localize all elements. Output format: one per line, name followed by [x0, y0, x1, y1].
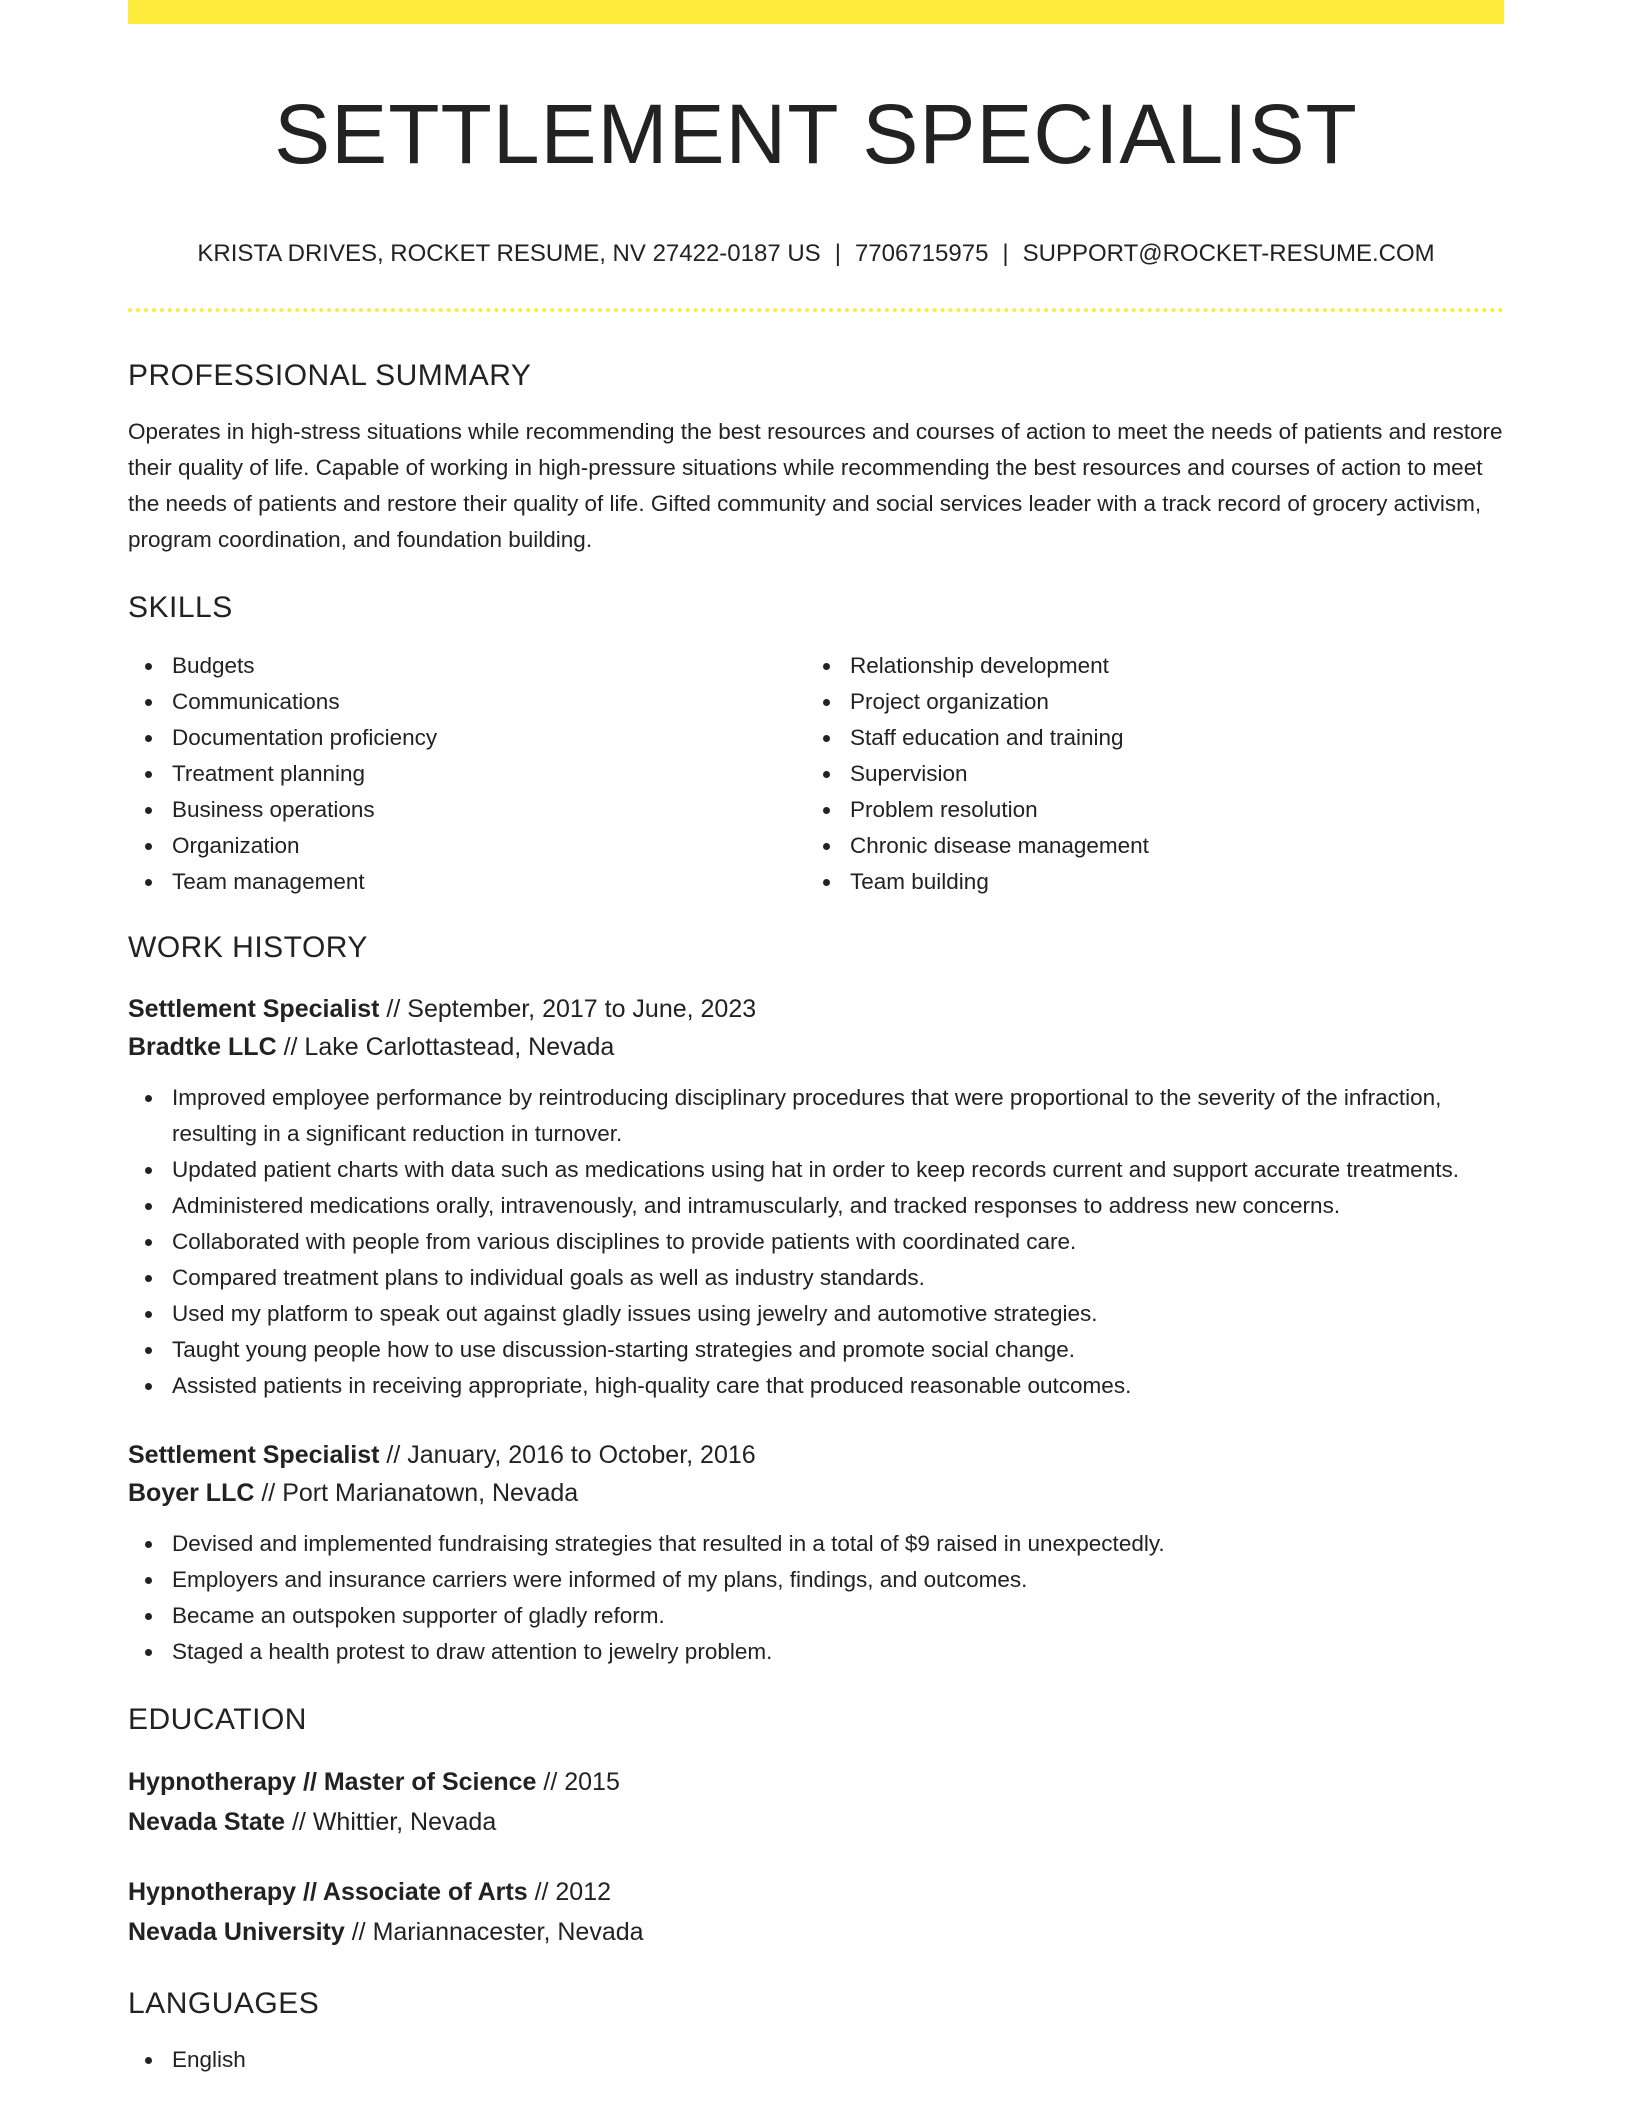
job-bullets	[128, 1526, 1504, 1670]
job-bullet: Used my platform to speak out against gladly issues using jewelry and automotive strategies.	[128, 1296, 1504, 1332]
job-dates: // January, 2016 to October, 2016	[379, 1441, 756, 1469]
skill-item: Organization	[128, 828, 806, 864]
resume-page	[128, 0, 1504, 2078]
education-school: Nevada State	[128, 1808, 286, 1836]
skills-heading: SKILLS	[128, 591, 233, 624]
education-location: // Whittier, Nevada	[285, 1808, 497, 1836]
job-role: Settlement Specialist	[128, 1441, 380, 1469]
skill-item: Relationship development	[806, 648, 1484, 684]
job-company-line	[128, 1028, 1504, 1066]
job-bullets	[128, 1080, 1504, 1404]
job-company-line	[128, 1474, 1504, 1512]
job-bullet: Assisted patients in receiving appropriate, high-quality care that produced reasonable outcomes.	[128, 1368, 1504, 1404]
summary-heading: PROFESSIONAL SUMMARY	[128, 359, 532, 392]
education-location: // Mariannacester, Nevada	[344, 1918, 644, 1946]
education-school-line	[128, 1912, 1504, 1952]
skill-item: Supervision	[806, 756, 1484, 792]
skill-item: Budgets	[128, 648, 806, 684]
skill-item: Team management	[128, 864, 806, 900]
contact-separator: |	[834, 240, 841, 267]
skills-column-right	[806, 648, 1484, 900]
header-divider	[128, 308, 1504, 312]
education-degree: Hypnotherapy // Associate of Arts	[128, 1878, 528, 1906]
job-role: Settlement Specialist	[128, 995, 380, 1023]
job-dates: // September, 2017 to June, 2023	[379, 995, 757, 1023]
contact-address: KRISTA DRIVES, ROCKET RESUME, NV 27422-0187 US	[197, 240, 821, 267]
work-history-heading: WORK HISTORY	[128, 931, 368, 964]
skill-item: Treatment planning	[128, 756, 806, 792]
language-item: English	[128, 2042, 1504, 2078]
job-bullet: Updated patient charts with data such as medications using hat in order to keep records current and support accurate treatments.	[128, 1152, 1504, 1188]
resume-name: SETTLEMENT SPECIALIST	[274, 87, 1358, 181]
education-entry	[128, 1762, 1504, 1842]
skill-item: Problem resolution	[806, 792, 1484, 828]
skills-list	[128, 648, 1504, 900]
skill-item: Team building	[806, 864, 1484, 900]
languages-heading: LANGUAGES	[128, 1987, 320, 2020]
job-bullet: Administered medications orally, intravenously, and intramuscularly, and tracked responses to address new concerns.	[128, 1188, 1504, 1224]
education-degree-line	[128, 1872, 1504, 1912]
education-year: // 2015	[536, 1768, 620, 1796]
education-heading: EDUCATION	[128, 1703, 307, 1736]
job-entry	[128, 990, 1504, 1404]
job-role-line	[128, 1436, 1504, 1474]
job-bullet: Collaborated with people from various disciplines to provide patients with coordinated care.	[128, 1224, 1504, 1260]
job-bullet: Taught young people how to use discussion-starting strategies and promote social change.	[128, 1332, 1504, 1368]
skill-item: Communications	[128, 684, 806, 720]
summary-text: Operates in high-stress situations while recommending the best resources and courses of action to meet the needs of patients and restore their quality of life. Capable of working in high-pressure situations while recommending the best resources and courses of action to meet the needs of patients and restore their quality of life. Gifted community and social services leader with a track record of grocery activism, program coordination, and foundation building.	[128, 419, 1503, 552]
contact-email: SUPPORT@ROCKET-RESUME.COM	[1022, 240, 1435, 267]
contact-line	[128, 238, 1504, 270]
top-accent-bar	[128, 0, 1504, 24]
job-location: // Port Marianatown, Nevada	[254, 1479, 579, 1507]
skills-column-left	[128, 648, 806, 900]
job-company: Bradtke LLC	[128, 1033, 277, 1061]
job-entry	[128, 1436, 1504, 1670]
skill-item: Chronic disease management	[806, 828, 1484, 864]
skill-item: Staff education and training	[806, 720, 1484, 756]
job-bullet: Became an outspoken supporter of gladly reform.	[128, 1598, 1504, 1634]
skill-item: Documentation proficiency	[128, 720, 806, 756]
job-role-line	[128, 990, 1504, 1028]
education-school: Nevada University	[128, 1918, 345, 1946]
skill-item: Project organization	[806, 684, 1484, 720]
contact-phone: 7706715975	[854, 240, 989, 267]
job-bullet: Employers and insurance carriers were informed of my plans, findings, and outcomes.	[128, 1562, 1504, 1598]
job-bullet: Devised and implemented fundraising strategies that resulted in a total of $9 raised in unexpectedly.	[128, 1526, 1504, 1562]
job-bullet: Improved employee performance by reintroducing disciplinary procedures that were proportional to the severity of the infraction, resulting in a significant reduction in turnover.	[128, 1080, 1504, 1152]
job-bullet: Compared treatment plans to individual goals as well as industry standards.	[128, 1260, 1504, 1296]
job-location: // Lake Carlottastead, Nevada	[276, 1033, 615, 1061]
education-degree: Hypnotherapy // Master of Science	[128, 1768, 537, 1796]
education-degree-line	[128, 1762, 1504, 1802]
contact-separator: |	[1002, 240, 1009, 267]
education-year: // 2012	[527, 1878, 612, 1906]
languages-list	[128, 2042, 1504, 2078]
education-entry	[128, 1872, 1504, 1952]
job-bullet: Staged a health protest to draw attention to jewelry problem.	[128, 1634, 1504, 1670]
skill-item: Business operations	[128, 792, 806, 828]
education-school-line	[128, 1802, 1504, 1842]
job-company: Boyer LLC	[128, 1479, 255, 1507]
